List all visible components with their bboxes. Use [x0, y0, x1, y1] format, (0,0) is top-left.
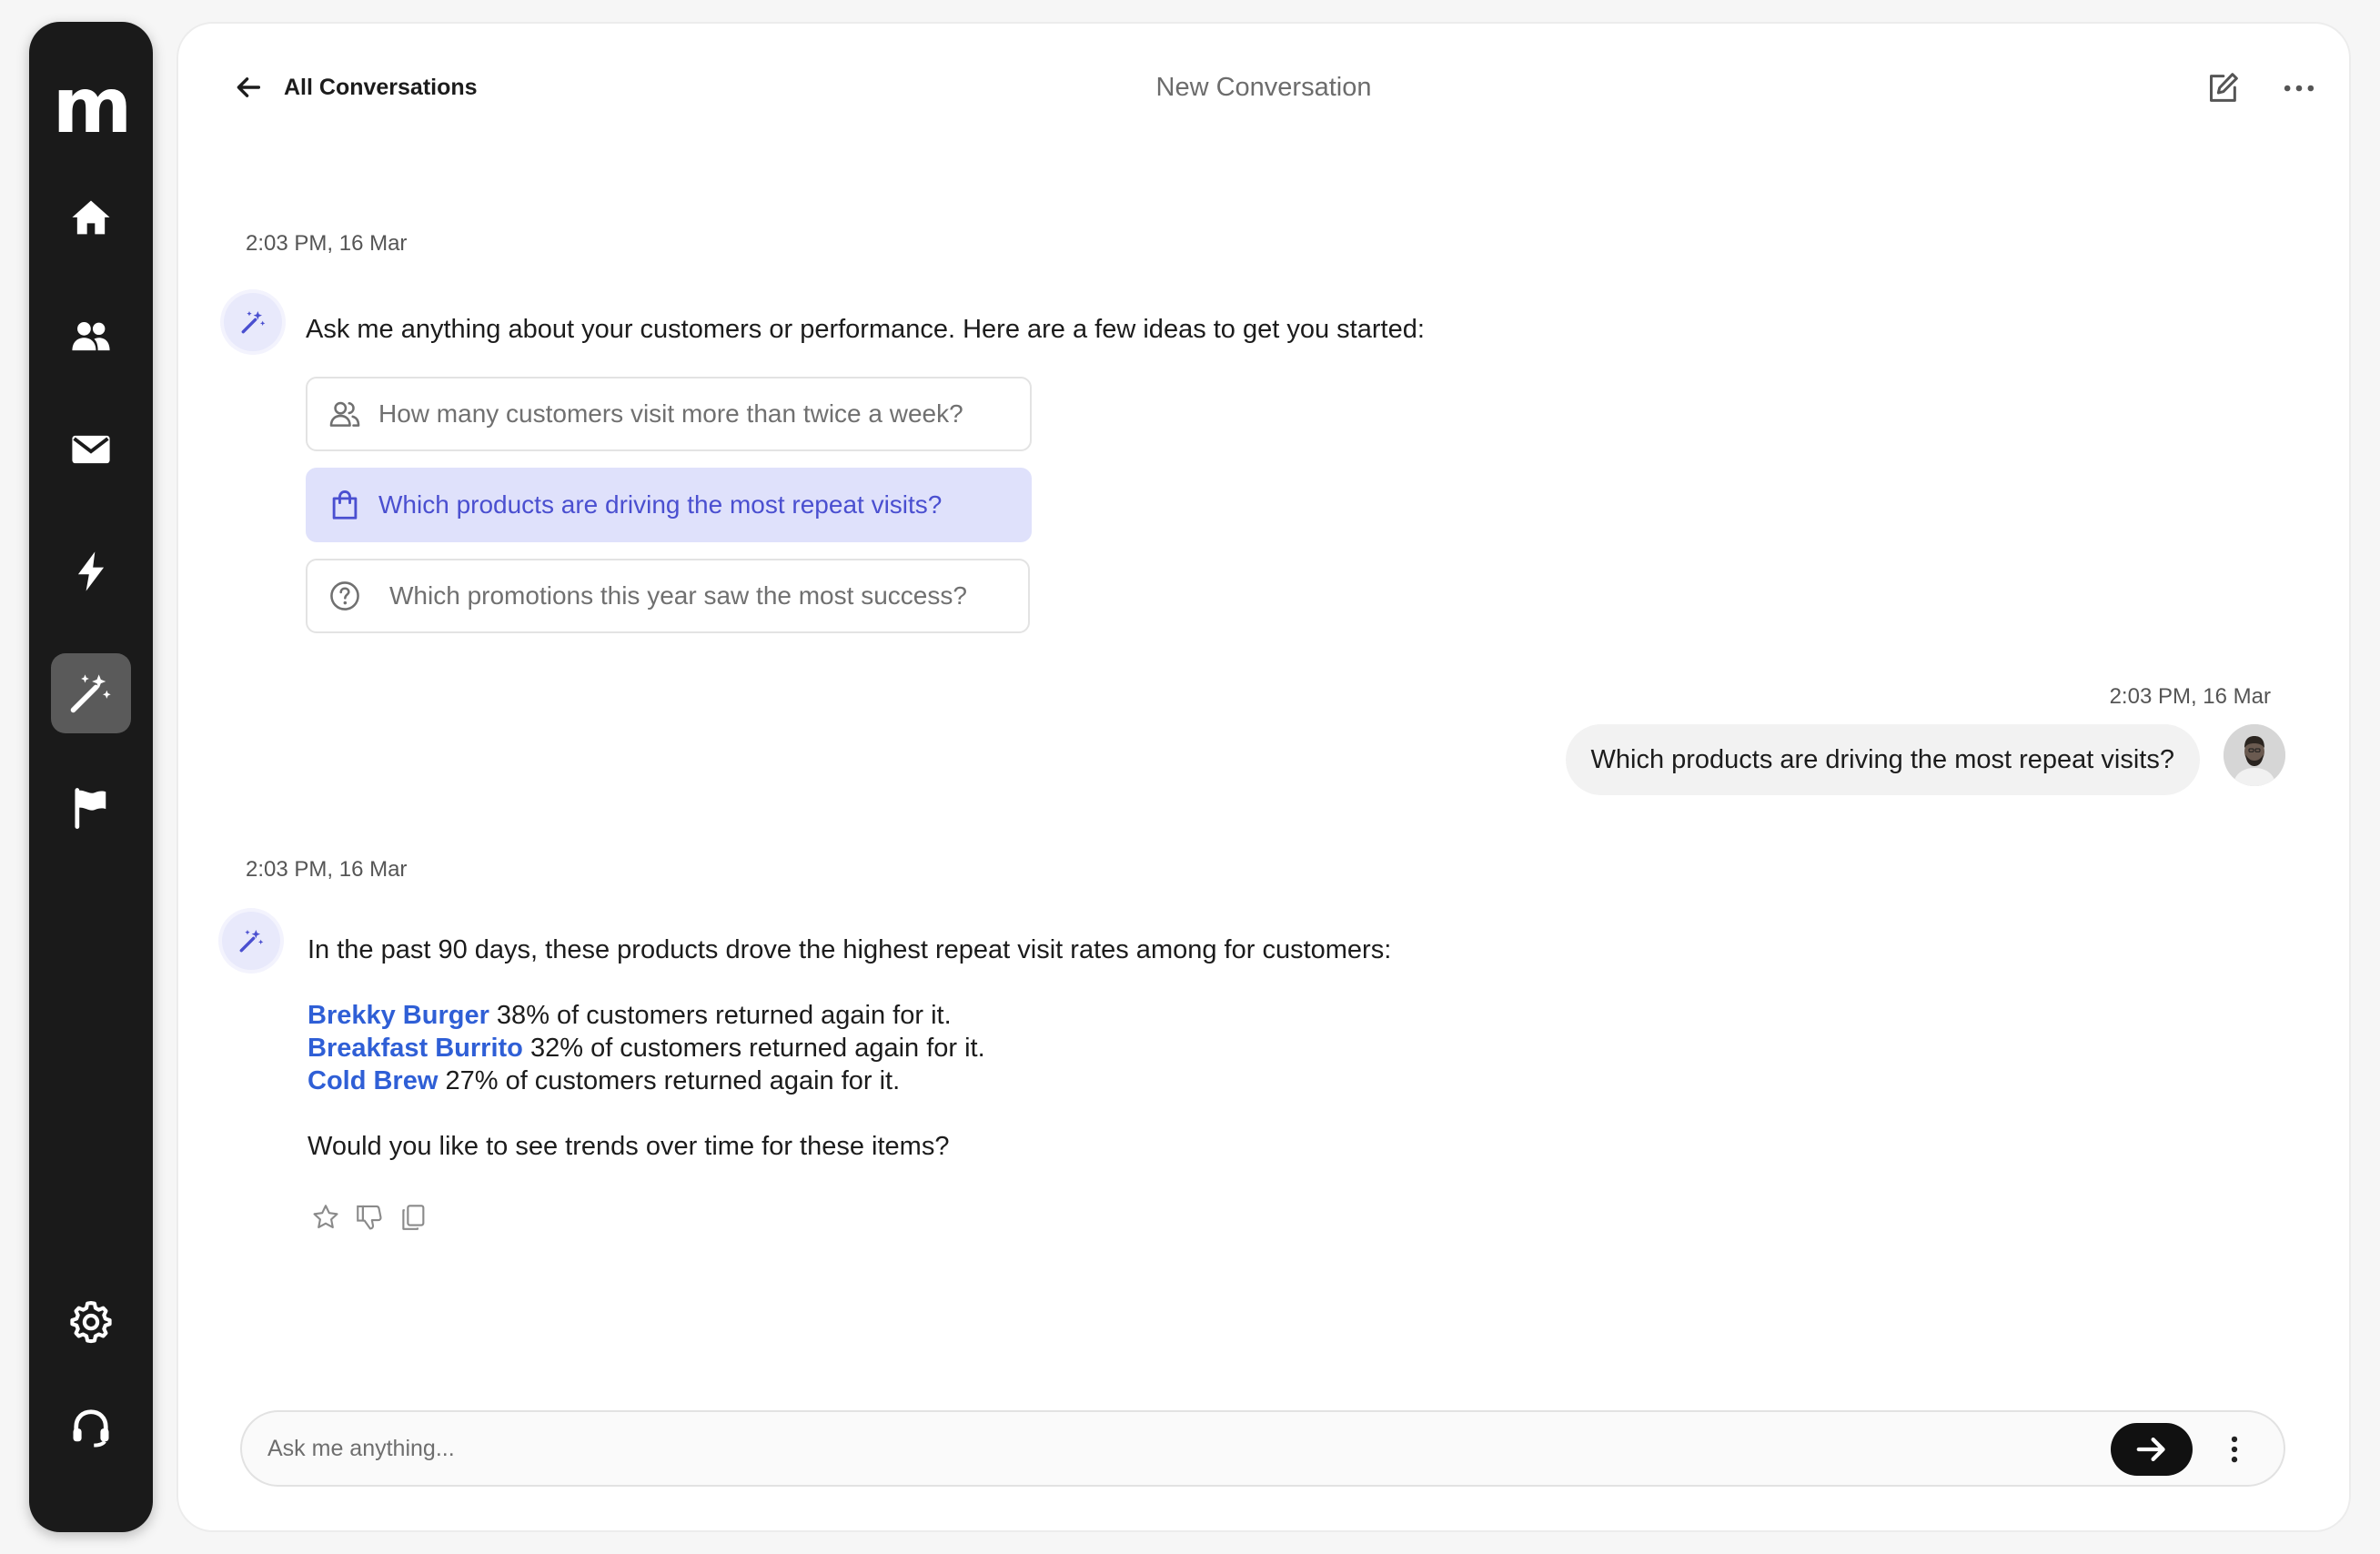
edit-icon — [2204, 70, 2241, 106]
user-avatar[interactable] — [2224, 724, 2285, 786]
magic-wand-icon — [67, 670, 115, 717]
assistant-avatar — [222, 912, 280, 970]
thumbs-down-icon — [354, 1202, 385, 1233]
message-timestamp: 2:03 PM, 16 Mar — [246, 231, 408, 256]
users-icon — [328, 397, 362, 431]
more-horizontal-icon — [2279, 68, 2319, 108]
sidebar-item-support[interactable] — [51, 1387, 131, 1467]
product-stat: 32% of customers returned again for it. — [522, 1034, 985, 1063]
product-line — [308, 1032, 985, 1065]
user-message-text: Which products are driving the most repeat visits? — [1590, 744, 2174, 774]
suggestion-label: Which products are driving the most repeat visits? — [378, 490, 943, 519]
shopping-bag-icon — [328, 488, 362, 522]
more-options-button[interactable] — [2276, 66, 2322, 111]
assistant-avatar — [224, 293, 282, 351]
composer-options-button[interactable] — [2216, 1427, 2253, 1472]
suggestion-chip-repeat-products[interactable] — [306, 468, 1032, 542]
magic-wand-icon — [238, 308, 267, 337]
message-actions — [309, 1201, 429, 1234]
copy-icon — [398, 1202, 429, 1233]
answer-followup-text: Would you like to see trends over time for these items? — [308, 1132, 950, 1161]
message-input[interactable] — [266, 1412, 2067, 1485]
sidebar-item-assistant[interactable] — [51, 653, 131, 733]
question-circle-icon — [328, 579, 362, 613]
more-vertical-icon — [2217, 1432, 2252, 1467]
magic-wand-icon — [237, 926, 266, 955]
thumbs-down-button[interactable] — [353, 1201, 386, 1234]
sidebar-item-customers[interactable] — [51, 297, 131, 377]
lightning-icon — [67, 548, 115, 595]
conversation-title: New Conversation — [1155, 73, 1372, 102]
flag-icon — [67, 784, 115, 832]
suggestion-label: How many customers visit more than twice a week? — [378, 399, 963, 428]
send-button[interactable] — [2111, 1423, 2193, 1476]
favorite-button[interactable] — [309, 1201, 342, 1234]
assistant-intro-text: Ask me anything about your customers or performance. Here are a few ideas to get you started: — [306, 315, 1425, 344]
logo: m — [52, 61, 130, 150]
product-line — [308, 999, 952, 1032]
sidebar-item-automations[interactable] — [51, 531, 131, 611]
suggestion-chip-promotions[interactable] — [306, 559, 1030, 633]
sidebar-item-settings[interactable] — [51, 1281, 131, 1361]
new-conversation-button[interactable] — [2200, 66, 2245, 111]
suggestion-chip-visit-frequency[interactable] — [306, 377, 1032, 451]
headset-icon — [67, 1403, 115, 1450]
sidebar-item-home[interactable] — [51, 178, 131, 258]
user-message-bubble — [1566, 724, 2201, 795]
message-composer — [240, 1410, 2285, 1487]
answer-timestamp: 2:03 PM, 16 Mar — [246, 857, 408, 882]
gear-icon — [67, 1297, 115, 1345]
user-photo-icon — [2224, 724, 2285, 786]
user-message-timestamp: 2:03 PM, 16 Mar — [2109, 684, 2271, 709]
answer-intro-text: In the past 90 days, these products drove the highest repeat visit rates among for customers: — [308, 935, 1392, 964]
sidebar — [29, 22, 153, 1532]
product-stat: 38% of customers returned again for it. — [489, 1001, 952, 1030]
users-icon — [67, 313, 115, 360]
sidebar-item-campaigns[interactable] — [51, 768, 131, 848]
product-link-breakfast-burrito[interactable]: Breakfast Burrito — [308, 1034, 523, 1063]
copy-button[interactable] — [397, 1201, 429, 1234]
mail-icon — [67, 426, 115, 473]
product-stat: 27% of customers returned again for it. — [438, 1066, 901, 1095]
product-link-cold-brew[interactable]: Cold Brew — [308, 1066, 439, 1095]
sidebar-item-messages[interactable] — [51, 409, 131, 489]
star-icon — [310, 1202, 341, 1233]
product-line — [308, 1065, 900, 1097]
arrow-right-icon — [2133, 1431, 2170, 1468]
back-link-label: All Conversations — [284, 74, 478, 100]
product-link-brekky-burger[interactable]: Brekky Burger — [308, 1001, 489, 1030]
suggestion-label: Which promotions this year saw the most success? — [389, 581, 967, 610]
conversation-panel — [176, 22, 2351, 1532]
home-icon — [67, 195, 115, 242]
